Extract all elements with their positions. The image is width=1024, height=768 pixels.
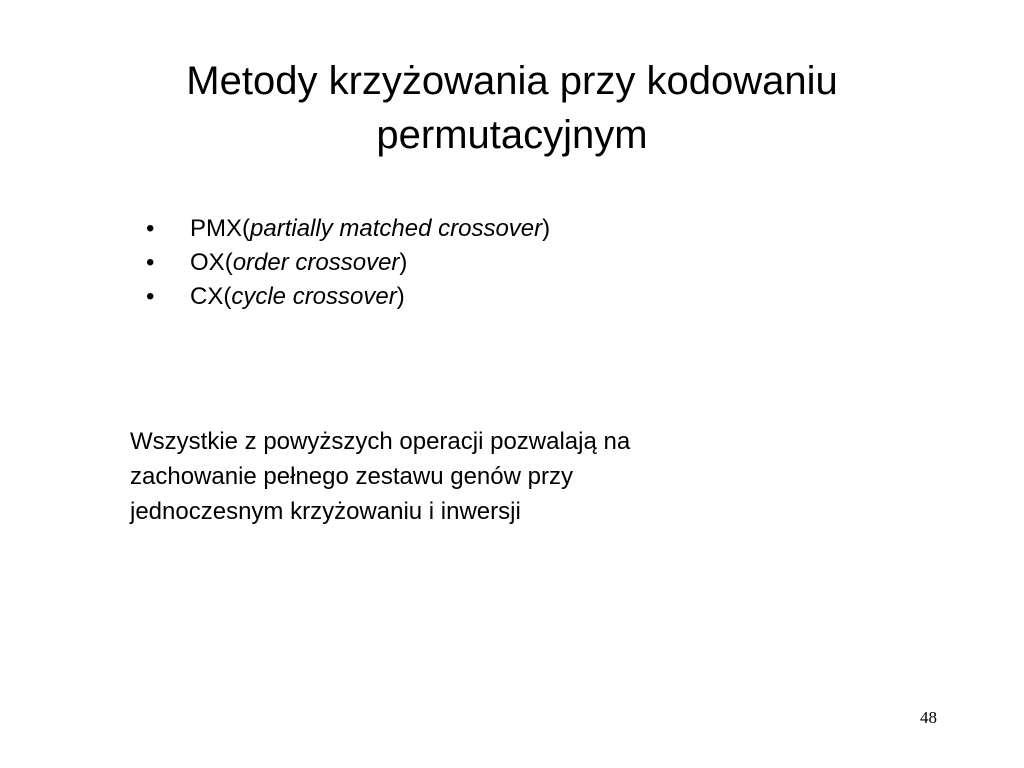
method-abbreviation: PMX: [190, 215, 243, 242]
list-item-cx: [146, 280, 550, 314]
paren-close: ): [399, 249, 408, 276]
paren-open: (: [224, 249, 233, 276]
slide-title-line: Metody krzyżowania przy kodowaniu: [186, 59, 838, 103]
summary-note-line: zachowanie pełnego zestawu genów przy: [130, 463, 573, 490]
page-number: 48: [920, 708, 937, 727]
paren-open: (: [223, 283, 232, 310]
method-full-name: order crossover: [232, 249, 400, 276]
paren-close: ): [396, 283, 405, 310]
method-abbreviation: OX: [190, 249, 225, 276]
slide-title-line: permutacyjnym: [376, 113, 648, 157]
crossover-methods-list: [146, 212, 550, 314]
summary-note-line: jednoczesnym krzyżowaniu i inwersji: [130, 498, 521, 525]
paren-close: ): [542, 215, 551, 242]
slide-title: [112, 54, 912, 162]
bullet-icon: •: [146, 215, 155, 242]
list-item-pmx: [146, 212, 550, 246]
bullet-icon: •: [146, 283, 155, 310]
summary-note: [130, 424, 770, 529]
method-full-name: partially matched crossover: [250, 215, 543, 242]
method-full-name: cycle crossover: [231, 283, 397, 310]
list-item-ox: [146, 246, 550, 280]
bullet-icon: •: [146, 249, 155, 276]
method-abbreviation: CX: [190, 283, 224, 310]
paren-open: (: [242, 215, 251, 242]
summary-note-line: Wszystkie z powyższych operacji pozwalają na: [130, 428, 631, 455]
